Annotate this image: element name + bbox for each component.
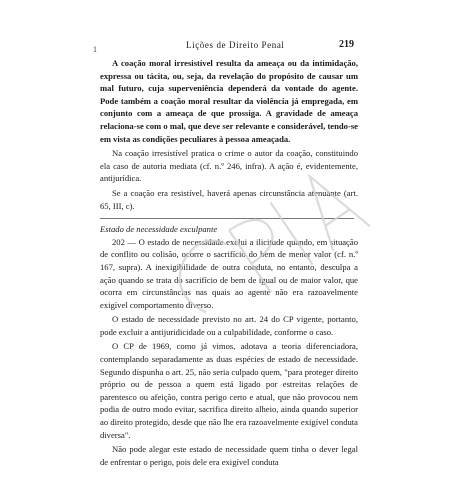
paragraph-202: 202 — O estado de necessidade exclui a ilicitude quando, em situação de conflito ou colisão, ocorre o sacrifício do bem de menor valor (cf. n.º 167, supra). A inexigibilidade de outra conduta, no entanto, desculpa a ação quando se trata do sacrifício de bem de igual ou de maior valor, que ocorra em circunstâncias nas quais ao agente não era razoavelmente exigível comportamento diverso. <box>100 236 358 310</box>
paragraph-coacao-resistivel: Se a coação era resistível, haverá apenas circunstância atenuante (art. 65, III, c). <box>100 187 358 211</box>
paragraph-cp-1969: O CP de 1969, como já vimos, adotava a teoria diferenciadora, contemplando separadamente as duas espécies de estado de necessidade. Segundo dispunha o art. 25, não seria culpado quem, "para proteger direito próprio ou de pessoa a quem está ligado por estreitas relações de parentesco ou afeição, contra perigo certo e atual, que não provocou nem podia de outro modo evitar, sacrifica direito alheio, ainda quando superior ao direito protegido, desde que não lhe era razoavelmente exigível conduta diversa". <box>100 341 358 440</box>
paragraph-art-24: O estado de necessidade previsto no art. 24 do CP vigente, portanto, pode excluir a antijuridicidade ou a culpabilidade, conforme o caso. <box>100 314 358 337</box>
paragraph-dever-legal: Não pode alegar este estado de necessidade quem tinha o dever legal de enfrentar o perigo, pois dele era exigível conduta <box>100 444 358 467</box>
paragraph-coacao-irresistivel: Na coação irresistível pratica o crime o autor da coação, constituindo ela caso de autoria mediata (cf. n.º 246, infra). A ação é, evidentemente, antijurídica. <box>100 148 358 184</box>
margin-mark: 1 <box>93 45 97 54</box>
section-heading: Estado de necessidade exculpante <box>100 224 218 235</box>
running-head: Lições de Direito Penal <box>186 40 285 50</box>
page-body <box>100 57 358 468</box>
page-number: 219 <box>339 39 354 50</box>
section-divider <box>100 218 354 219</box>
paragraph-coacao-moral: A coação moral irresistível resulta da ameaça ou da intimidação, expressa ou tácita, ou, seja, da revelação do propósito de causar um mal futuro, cuja superveniência dependerá da vontade do agente. Pode também a coação moral resultar da violência já empregada, em conjunto com a ameaça de que prossiga. A gravidade de ameaça relaciona-se com o mal, que deve ser relevante e considerável, tendo-se em vista as condições peculiares à pessoa ameaçada. <box>100 58 358 144</box>
